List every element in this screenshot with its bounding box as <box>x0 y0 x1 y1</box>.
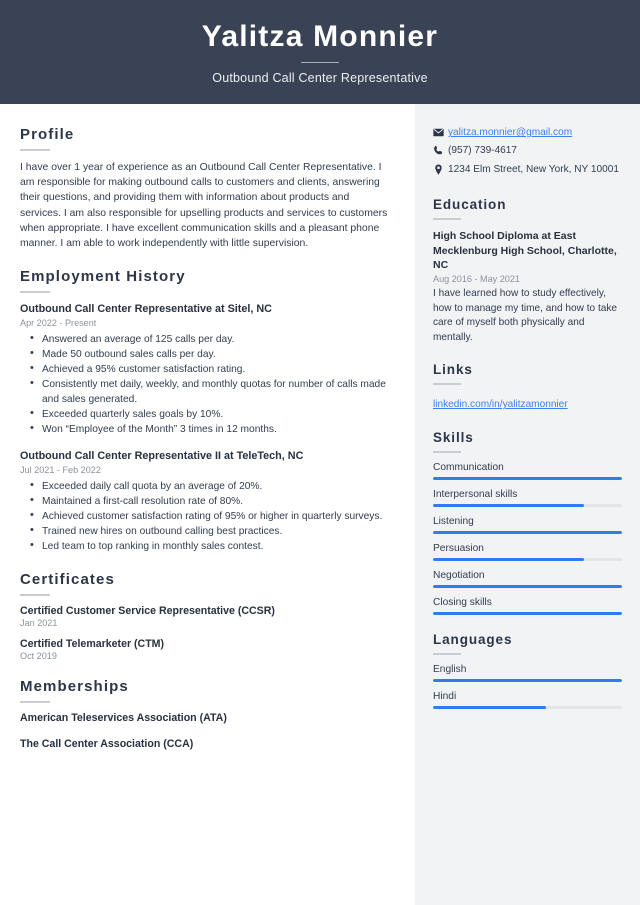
skill-label: Negotiation <box>433 569 485 581</box>
candidate-name: Yalitza Monnier <box>201 19 439 53</box>
skill-level-bar <box>433 585 622 588</box>
main-column <box>0 104 415 905</box>
location-pin-icon <box>433 163 448 175</box>
skill-label: Communication <box>433 461 504 473</box>
section-profile <box>20 126 393 251</box>
heading-underline <box>20 291 50 293</box>
job-bullet: • Won “Employee of the Month” 3 times in 12 months. <box>20 422 393 437</box>
job-title: Outbound Call Center Representative at Sitel, NC <box>20 303 272 316</box>
section-links <box>433 362 622 412</box>
skill-item <box>433 597 622 615</box>
candidate-job-title: Outbound Call Center Representative <box>212 70 428 85</box>
job-bullet: • Trained new hires on outbound calling best practices. <box>20 524 393 539</box>
certificate-title: Certified Telemarketer (CTM) <box>20 638 165 651</box>
employment-entry <box>20 449 393 554</box>
job-bullet: • Made 50 outbound sales calls per day. <box>20 347 393 362</box>
language-label: Hindi <box>433 690 457 702</box>
profile-heading: Profile <box>20 126 75 143</box>
job-bullets <box>20 332 393 437</box>
memberships-heading: Memberships <box>20 678 129 696</box>
job-bullet: • Exceeded daily call quota by an average of 20%. <box>20 479 393 494</box>
language-level-bar <box>433 679 622 682</box>
heading-underline <box>433 451 461 453</box>
skill-label: Listening <box>433 515 474 527</box>
profile-text: I have over 1 year of experience as an Outbound Call Center Representative. I am responsible for making outbound calls to customers and clients, answering their questions, and providing them with information about products and services. I am also responsible for upselling products and services to customers when appropriate. I have excellent communication skills and a pleasant phone manner. I am able to work independently with little supervision. <box>20 162 388 250</box>
heading-underline <box>20 594 50 596</box>
skills-heading: Skills <box>433 429 474 445</box>
education-heading: Education <box>433 197 507 213</box>
header-divider <box>301 62 339 63</box>
resume-body <box>0 104 640 905</box>
skill-item <box>433 462 622 480</box>
certificate-title: Certified Customer Service Representative (CCSR) <box>20 605 275 618</box>
section-skills <box>433 430 622 615</box>
section-certificates <box>20 571 393 661</box>
phone-icon <box>433 144 448 156</box>
links-heading: Links <box>433 362 473 378</box>
contact-phone-row <box>433 144 622 158</box>
membership-item: The Call Center Association (CCA) <box>20 738 194 751</box>
language-item <box>433 664 622 682</box>
email-link[interactable]: yalitza.monnier@gmail.com <box>448 127 573 138</box>
certificate-entry <box>20 605 393 628</box>
skill-label: Closing skills <box>433 596 492 608</box>
sidebar-column <box>415 104 640 905</box>
phone-number: (957) 739-4617 <box>448 145 518 157</box>
language-label: English <box>433 663 467 675</box>
job-bullet: • Consistently met daily, weekly, and monthly quotas for number of calls made and sales generated. <box>20 377 393 407</box>
language-level-bar <box>433 706 622 709</box>
section-employment-history <box>20 268 393 554</box>
skill-item <box>433 543 622 561</box>
certificate-entry <box>20 638 393 661</box>
section-education <box>433 197 622 345</box>
contact-block <box>433 126 622 177</box>
education-date: Aug 2016 - May 2021 <box>433 274 520 284</box>
job-bullet: • Maintained a first-call resolution rate of 80%. <box>20 494 393 509</box>
heading-underline <box>20 701 50 703</box>
job-date: Apr 2022 - Present <box>20 318 97 329</box>
employment-entry <box>20 302 393 437</box>
job-bullet: • Achieved a 95% customer satisfaction rating. <box>20 362 393 377</box>
membership-item: American Teleservices Association (ATA) <box>20 712 227 725</box>
skill-level-bar <box>433 477 622 480</box>
address-text: 1234 Elm Street, New York, NY 10001 <box>448 163 619 175</box>
job-bullets <box>20 479 393 554</box>
employment-heading: Employment History <box>20 268 186 286</box>
education-title: High School Diploma at East Mecklenburg High School, Charlotte, NC <box>433 230 617 272</box>
skill-label: Interpersonal skills <box>433 488 518 500</box>
language-item <box>433 691 622 709</box>
skill-level-bar <box>433 612 622 615</box>
contact-address-row <box>433 163 622 177</box>
section-memberships <box>20 678 393 750</box>
job-bullet: • Led team to top ranking in monthly sales contest. <box>20 539 393 554</box>
job-title: Outbound Call Center Representative II at TeleTech, NC <box>20 450 304 463</box>
certificate-date: Oct 2019 <box>20 651 57 662</box>
section-languages <box>433 632 622 709</box>
linkedin-link[interactable]: linkedin.com/in/yalitzamonnier <box>433 399 568 411</box>
job-bullet: • Answered an average of 125 calls per day. <box>20 332 393 347</box>
heading-underline <box>433 383 461 385</box>
certificate-date: Jan 2021 <box>20 618 58 629</box>
heading-underline <box>433 653 461 655</box>
heading-underline <box>433 218 461 220</box>
skill-item <box>433 570 622 588</box>
skill-item <box>433 516 622 534</box>
job-bullet: • Exceeded quarterly sales goals by 10%. <box>20 407 393 422</box>
contact-email-row <box>433 126 622 140</box>
email-icon <box>433 126 448 138</box>
skill-item <box>433 489 622 507</box>
languages-heading: Languages <box>433 631 513 647</box>
skill-level-bar <box>433 504 622 507</box>
heading-underline <box>20 149 50 151</box>
job-bullet: • Achieved customer satisfaction rating of 95% or higher in quarterly surveys. <box>20 509 393 524</box>
resume-header <box>0 0 640 104</box>
skill-level-bar <box>433 558 622 561</box>
job-date: Jul 2021 - Feb 2022 <box>20 465 101 476</box>
skill-level-bar <box>433 531 622 534</box>
skill-label: Persuasion <box>433 542 484 554</box>
education-description: I have learned how to study effectively, how to manage my time, and how to take care of myself both physically and mentally. <box>433 288 618 343</box>
certificates-heading: Certificates <box>20 571 115 589</box>
